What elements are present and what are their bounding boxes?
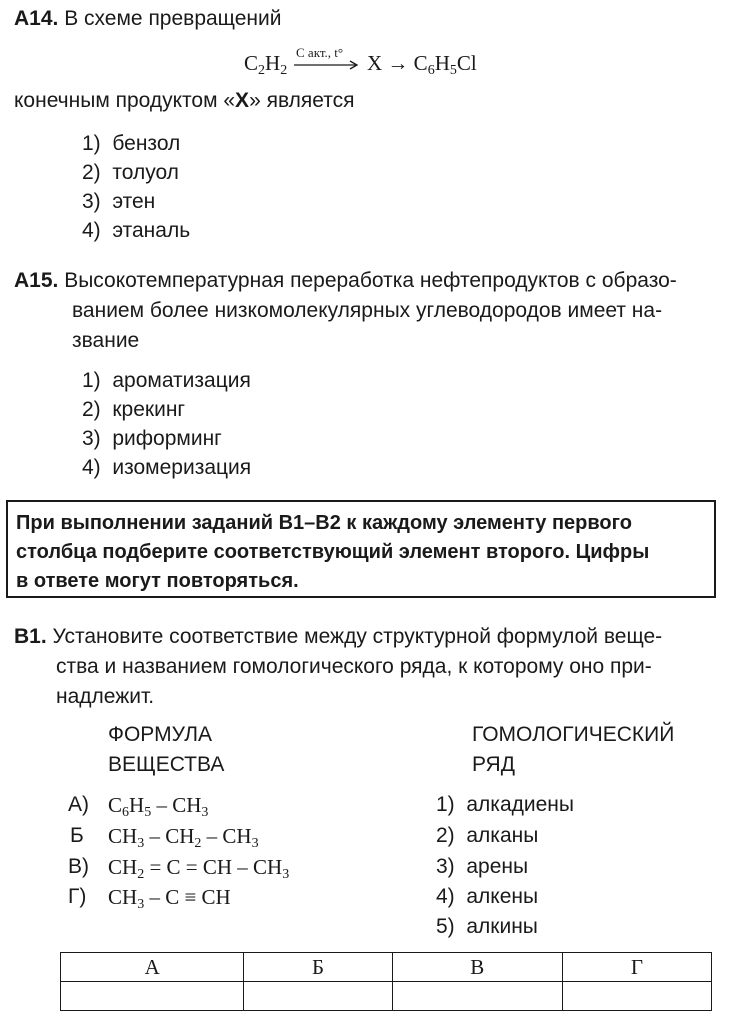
formula-label-g: Г) — [68, 885, 87, 908]
col2-header-1: ГОМОЛОГИЧЕСКИЙ — [472, 723, 675, 746]
answer-cell-v[interactable] — [392, 982, 562, 1011]
a14-option-2: 2) толуол — [82, 161, 179, 184]
answer-header-b: Б — [244, 953, 392, 982]
a15-line-1: A15. Высокотемпературная переработка нефтепродуктов с образо- — [14, 269, 677, 292]
formula-b: $CH_3 - CH_2 - CH_3$ — [108, 824, 259, 851]
a14-option-3: 3) этен — [82, 190, 156, 213]
answer-header-v: В — [392, 953, 562, 982]
a14-option-4: 4) этаналь — [82, 219, 191, 242]
a15-option-2: 2) крекинг — [82, 398, 186, 421]
col1-header-1: ФОРМУЛА — [108, 723, 212, 746]
answer-input-row — [61, 982, 712, 1011]
a15-option-4: 4) изомеризация — [82, 456, 252, 479]
a15-line-2: ванием более низкомолекулярных углеводородов имеет на- — [72, 299, 663, 322]
instruction-line-3: в ответе могут повторяться. — [16, 570, 299, 592]
a14-option-1: 1) бензол — [82, 132, 181, 155]
series-item-1: 1) алкадиены — [436, 793, 574, 816]
col2-header-2: РЯД — [472, 753, 515, 776]
formula-label-v: В) — [68, 855, 89, 878]
answer-cell-g[interactable] — [562, 982, 711, 1011]
b1-number: В1. — [14, 625, 47, 648]
formula-v: $CH_2 = C$ = CH – $CH_3$ — [108, 855, 290, 882]
a14-question — [14, 6, 281, 32]
a15-option-3: 3) риформинг — [82, 427, 222, 450]
answer-header-row — [61, 953, 712, 982]
col1-header-2: ВЕЩЕСТВА — [108, 753, 225, 776]
formula-label-a: А) — [68, 793, 89, 816]
answer-cell-b[interactable] — [244, 982, 392, 1011]
a14-tail: конечным продуктом «Х» является — [14, 89, 355, 112]
instruction-line-1: При выполнении заданий В1–В2 к каждому элементу первого — [16, 512, 632, 534]
a14-question-text: В схеме превращений — [64, 7, 282, 30]
series-item-5: 5) алкины — [436, 915, 538, 938]
a15-number: A15. — [14, 269, 59, 292]
answer-header-a: А — [61, 953, 244, 982]
b1-line-3: надлежит. — [56, 685, 155, 708]
answer-cell-a[interactable] — [61, 982, 244, 1011]
series-item-3: 3) арены — [436, 855, 529, 878]
a14-scheme-rest: $X \to C_6H_5Cl$ — [367, 51, 477, 78]
answer-table — [60, 952, 712, 1011]
a14-number: A14. — [14, 7, 59, 30]
formula-g: $CH_3$ – C ≡ CH — [108, 885, 231, 912]
series-item-2: 2) алканы — [436, 824, 539, 847]
formula-label-b: Б — [70, 824, 84, 847]
b1-line-2: ства и названием гомологического ряда, к которому оно при- — [56, 655, 652, 678]
answer-header-g: Г — [562, 953, 711, 982]
a15-option-1: 1) ароматизация — [82, 369, 251, 392]
a15-line-3: звание — [72, 329, 140, 352]
reaction-arrow — [294, 60, 364, 70]
reaction-condition: С акт., t° — [296, 45, 344, 60]
instruction-line-2: столбца подберите соответствующий элемент второго. Цифры — [16, 541, 650, 563]
a14-scheme: $C_2H_2$ — [244, 51, 288, 78]
series-item-4: 4) алкены — [436, 885, 539, 908]
formula-a: $C_6H_5 - CH_3$ — [108, 793, 209, 820]
b1-line-1: В1. Установите соответствие между структурной формулой веще- — [14, 625, 663, 648]
